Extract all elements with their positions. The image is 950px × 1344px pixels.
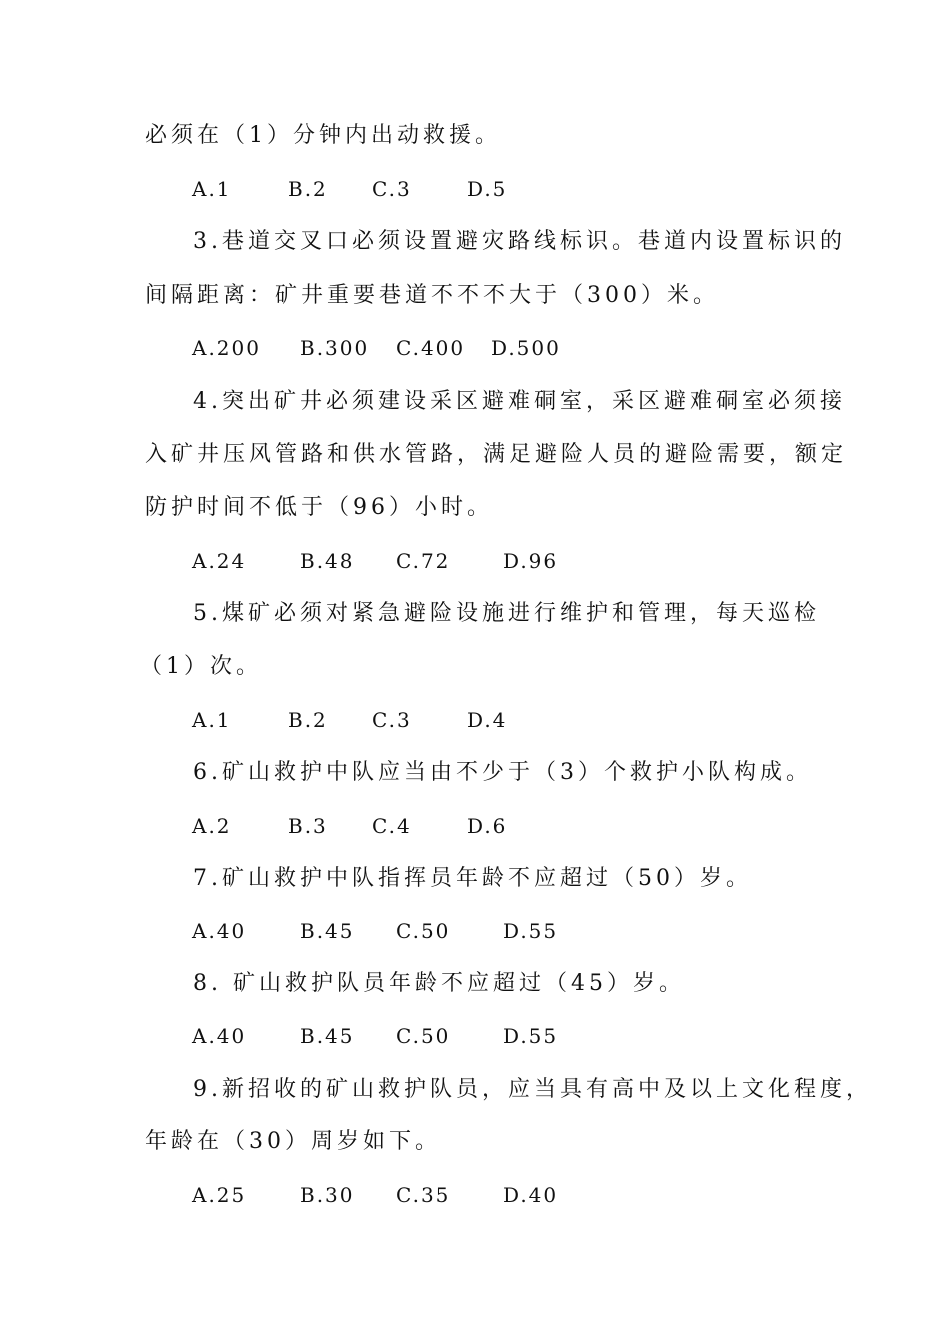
option-b: B.2 [288, 177, 328, 201]
option-a: A.40 [192, 919, 247, 943]
option-b: B.30 [300, 1183, 355, 1207]
option-b: B.2 [288, 708, 328, 732]
question-8-text: 8. 矿山救护队员年龄不应超过（45）岁。 [193, 971, 685, 996]
option-d: D.500 [491, 336, 561, 360]
question-3-text: 3.巷道交叉口必须设置避灾路线标识。巷道内设置标识的 [193, 229, 846, 254]
question-9-text: 9.新招收的矿山救护队员，应当具有高中及以上文化程度， [193, 1077, 872, 1102]
option-a: A.24 [192, 549, 247, 573]
option-c: C.400 [396, 336, 466, 360]
text-line: （1）次。 [140, 654, 262, 679]
option-c: C.50 [396, 1024, 451, 1048]
text-line: 必须在（1）分钟内出动救援。 [145, 123, 501, 148]
option-b: B.300 [300, 336, 370, 360]
option-c: C.50 [396, 919, 451, 943]
option-d: D.5 [467, 177, 508, 201]
option-d: D.55 [503, 919, 559, 943]
option-b: B.45 [300, 1024, 355, 1048]
option-c: C.3 [372, 177, 412, 201]
text-line: 入矿井压风管路和供水管路，满足避险人员的避险需要，额定 [145, 442, 848, 467]
option-c: C.72 [396, 549, 451, 573]
option-b: B.48 [300, 549, 355, 573]
question-5-text: 5.煤矿必须对紧急避险设施进行维护和管理，每天巡检 [193, 601, 820, 626]
option-d: D.96 [503, 549, 559, 573]
option-a: A.1 [192, 708, 232, 732]
option-b: B.45 [300, 919, 355, 943]
question-4-text: 4.突出矿井必须建设采区避难硐室，采区避难硐室必须接 [193, 389, 846, 414]
option-a: A.2 [192, 814, 232, 838]
option-c: C.3 [372, 708, 412, 732]
option-c: C.35 [396, 1183, 451, 1207]
option-a: A.25 [192, 1183, 247, 1207]
text-line: 间隔距离：矿井重要巷道不不不大于（300）米。 [145, 283, 719, 308]
option-a: A.1 [192, 177, 232, 201]
option-a: A.40 [192, 1024, 247, 1048]
text-line: 年龄在（30）周岁如下。 [145, 1129, 441, 1154]
option-b: B.3 [288, 814, 328, 838]
text-line: 防护时间不低于（96）小时。 [145, 495, 493, 520]
option-d: D.4 [467, 708, 508, 732]
question-7-text: 7.矿山救护中队指挥员年龄不应超过（50）岁。 [193, 866, 752, 891]
option-c: C.4 [372, 814, 412, 838]
option-d: D.40 [503, 1183, 559, 1207]
option-d: D.55 [503, 1024, 559, 1048]
option-a: A.200 [192, 336, 261, 360]
option-d: D.6 [467, 814, 508, 838]
question-6-text: 6.矿山救护中队应当由不少于（3）个救护小队构成。 [193, 760, 812, 785]
